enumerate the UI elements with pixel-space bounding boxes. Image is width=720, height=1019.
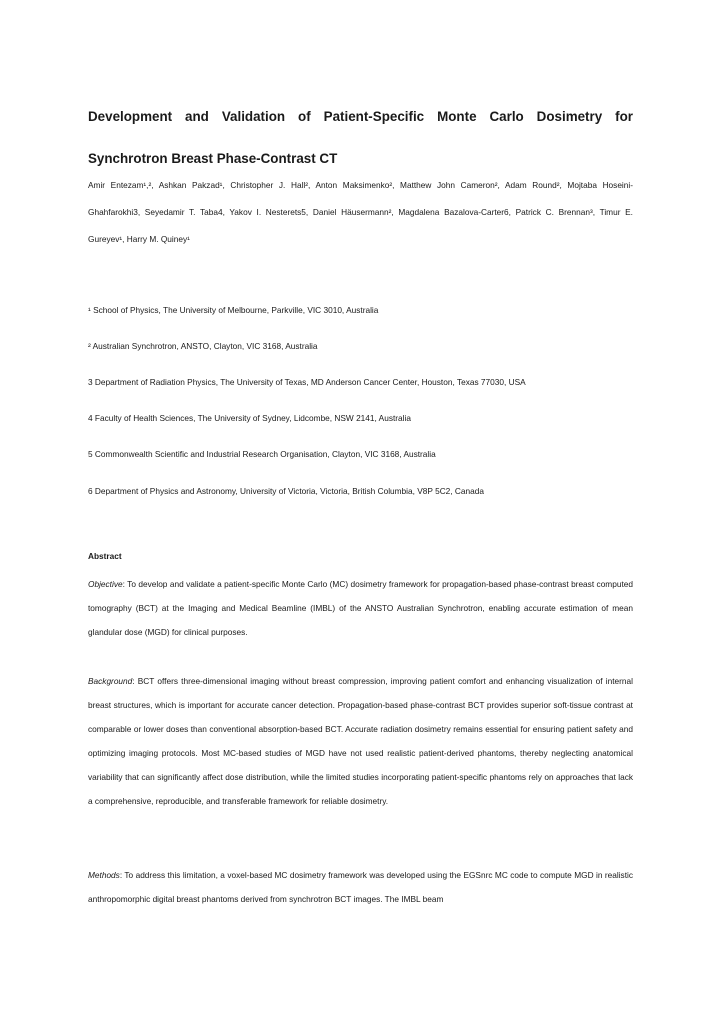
affiliation-6: 6 Department of Physics and Astronomy, University of Victoria, Victoria, British Columbia, V8P 5C2, Canada <box>88 486 484 496</box>
background-text: : BCT offers three-dimensional imaging without breast compression, improving patient comfort and enhancing visualization of internal breast structures, which is important for accurate cancer detection. Propagation-based phase-contrast BCT provides superior soft-tissue contrast at comparable or lower doses than conventional absorption-based BCT. Accurate radiation dosimetry remains essential for ensuring patient safety and optimizing imaging protocols. Most MC-based studies of MGD have not used realistic patient-derived phantoms, thereby neglecting anatomical variability that can significantly affect dose distribution, while the limited studies incorporating patient-specific phantoms rely on approaches that lack a comprehensive, reproducible, and transferable framework for reliable dosimetry. <box>88 676 633 807</box>
abstract-methods <box>88 863 633 911</box>
objective-label: Objective <box>88 579 123 589</box>
abstract-objective <box>88 572 633 644</box>
affiliation-4: 4 Faculty of Health Sciences, The University of Sydney, Lidcombe, NSW 2141, Australia <box>88 413 411 423</box>
objective-text: : To develop and validate a patient-specific Monte Carlo (MC) dosimetry framework for propagation-based phase-contrast breast computed tomography (BCT) at the Imaging and Medical Beamline (IMBL) of the ANSTO Australian Synchrotron, enabling accurate estimation of mean glandular dose (MGD) for clinical purposes. <box>88 579 633 638</box>
methods-label: Methods <box>88 870 120 880</box>
abstract-background <box>88 669 633 814</box>
affiliation-2: ² Australian Synchrotron, ANSTO, Clayton, VIC 3168, Australia <box>88 341 318 351</box>
methods-text: : To address this limitation, a voxel-based MC dosimetry framework was developed using the EGSnrc MC code to compute MGD in realistic anthropomorphic digital breast phantoms derived from synchrotron BCT images. The IMBL beam <box>88 870 633 905</box>
background-label: Background <box>88 676 133 686</box>
paper-title: Development and Validation of Patient-Specific Monte Carlo Dosimetry for Synchrotron Breast Phase-Contrast CT <box>88 109 633 166</box>
affiliation-3: 3 Department of Radiation Physics, The University of Texas, MD Anderson Cancer Center, Houston, Texas 77030, USA <box>88 377 526 387</box>
affiliation-5: 5 Commonwealth Scientific and Industrial Research Organisation, Clayton, VIC 3168, Australia <box>88 449 436 459</box>
author-list: Amir Entezam¹,², Ashkan Pakzad¹, Christopher J. Hall², Anton Maksimenko², Matthew John Cameron², Adam Round², Mojtaba Hoseini-Ghahfarokhi3, Seyedamir T. Taba4, Yakov I. Nesterets5, Daniel Häusermann², Magdalena Bazalova-Carter6, Patrick C. Brennan³, Timur E. Gureyev¹, Harry M. Quiney¹ <box>88 180 633 244</box>
abstract-heading: Abstract <box>88 551 122 561</box>
affiliation-1: ¹ School of Physics, The University of Melbourne, Parkville, VIC 3010, Australia <box>88 305 379 315</box>
